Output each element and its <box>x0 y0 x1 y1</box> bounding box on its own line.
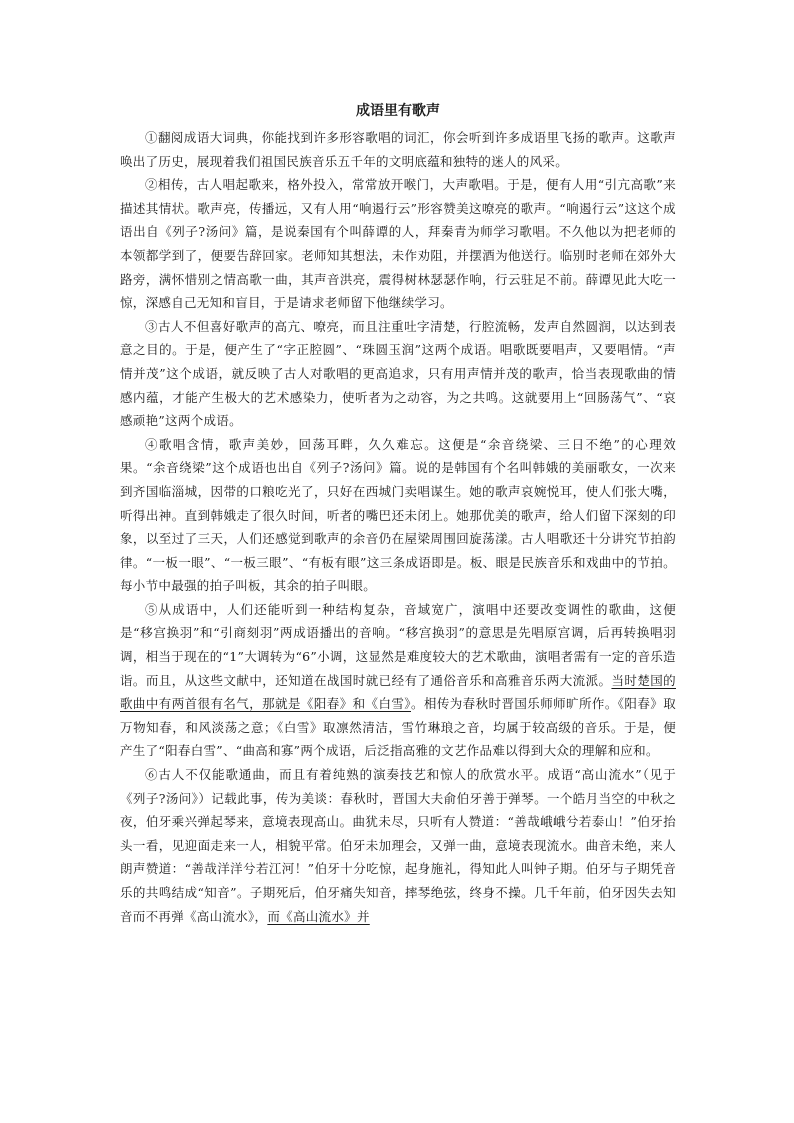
paragraph-text: ③古人不但喜好歌声的高亢、嘹亮，而且注重吐字清楚，行腔流畅，发声自然圆润，以达到表意之目的。于是，便产生了“字正腔圆”、“珠圆玉润”这两个成语。唱歌既要唱声，又要唱情。“声情并茂”这个成语，就反映了古人对歌唱的更高追求，只有用声情并茂的歌声，恰当表现歌曲的情感内蕴，才能产生极大的艺术感染力，使听者为之动容，为之共鸣。这就要用上“回肠荡气”、“哀感顽艳”这两个成语。 <box>120 318 676 429</box>
paragraph-text: ⑤从成语中，人们还能听到一种结构复杂，音域宽广，演唱中还要改变调性的歌曲，这便是“移宫换羽”和“引商刻羽”两成语播出的音响。“移宫换羽”的意思是先唱原宫调，后再转换唱羽调，相当于现在的“1”大调转为“6”小调，这显然是难度较大的艺术歌曲，演唱者需有一定的音乐造诣。而且，从这些文献中，还知道在战国时就已经有了通俗音乐和高雅音乐两大流派。 <box>120 601 676 688</box>
paragraph-6 <box>120 763 676 928</box>
paragraph-text: ⑥古人不仅能歌通曲，而且有着纯熟的演奏技艺和惊人的欣赏水平。成语“高山流水”（见于《列子?汤问》）记载此事，传为美谈：春秋时，晋国大夫俞伯牙善于弹琴。一个皓月当空的中秋之夜，伯牙乘兴弹起琴来，意境表现高山。曲犹未尽，只听有人赞道：“善哉峨峨兮若泰山！”伯牙抬头一看，见迎面走来一人，相貌平常。伯牙未加理会，又弹一曲，意境表现流水。曲音未绝，来人朗声赞道：“善哉洋洋兮若江河！”伯牙十分吃惊，起身施礼，得知此人叫钟子期。伯牙与子期凭音乐的共鸣结成“知音”。子期死后，伯牙痛失知音，摔琴绝弦，终身不操。几千年前，伯牙因失去知音而不再弹《高山流水》， <box>120 767 676 924</box>
paragraph-4 <box>120 433 676 598</box>
paragraph-text: ②相传，古人唱起歌来，格外投入，常常放开喉门，大声歌唱。于是，便有人用“引亢高歌”来描述其情状。歌声亮，传播远，又有人用“响遏行云”形容赞美这嘹亮的歌声。“响遏行云”这这个成语出自《列子?汤问》篇，是说秦国有个叫薛谭的人，拜秦青为师学习歌唱。不久他以为把老师的本领都学到了，便要告辞回家。老师知其想法，未作劝阻，并摆酒为他送行。临别时老师在郊外大路旁，满怀惜别之情高歌一曲，其声音洪亮，震得树林瑟瑟作响，行云驻足不前。薛谭见此大吃一惊，深感自己无知和盲目，于是请求老师留下他继续学习。 <box>120 177 676 311</box>
underlined-text: 当时楚国的歌曲中有两首很有名气，那就是《阳春》和《白雪》 <box>120 672 676 712</box>
paragraph-text: ①翻阅成语大词典，你能找到许多形容歌唱的词汇，你会听到许多成语里飞扬的歌声。这歌声唤出了历史，展现着我们祖国民族音乐五千年的文明底蕴和独特的迷人的风采。 <box>120 130 676 169</box>
paragraph-5 <box>120 598 676 763</box>
document-title: 成语里有歌声 <box>356 103 440 119</box>
paragraph-text: ④歌唱含情，歌声美妙，回荡耳畔，久久难忘。这便是“余音绕梁、三日不绝”的心理效果。“余音绕梁”这个成语也出自《列子?汤问》篇。说的是韩国有个名叫韩娥的美丽歌女，一次来到齐国临淄城，因带的口粮吃光了，只好在西城门卖唱谋生。她的歌声哀婉悦耳，使人们张大嘴，听得出神。直到韩娥走了很久时间，听者的嘴巴还未闭上。她那优美的歌声，给人们留下深刻的印象，以至过了三天，人们还感觉到歌声的余音仍在屋梁周围回旋荡漾。古人唱歌还十分讲究节拍韵律。“一板一眼”、“一板三眼”、“有板有眼”这三条成语即是。板、眼是民族音乐和戏曲中的节拍。每小节中最强的拍子叫板，其余的拍子叫眼。 <box>120 436 676 594</box>
paragraph-1 <box>120 126 676 173</box>
document-body <box>120 126 676 928</box>
document-page <box>120 100 676 928</box>
paragraph-text: 。相传为春秋时晋国乐师师旷所作。《阳春》取万物知春，和风淡荡之意；《白雪》取凛然清洁，雪竹琳琅之音，均属于较高级的音乐。于是，便产生了“阳春白雪”、“曲高和寡”两个成语，后泛指高雅的文艺作品难以得到大众的理解和应和。 <box>120 696 676 759</box>
paragraph-2 <box>120 173 676 315</box>
underlined-text: 而《高山流水》并 <box>267 908 370 924</box>
paragraph-3 <box>120 315 676 433</box>
